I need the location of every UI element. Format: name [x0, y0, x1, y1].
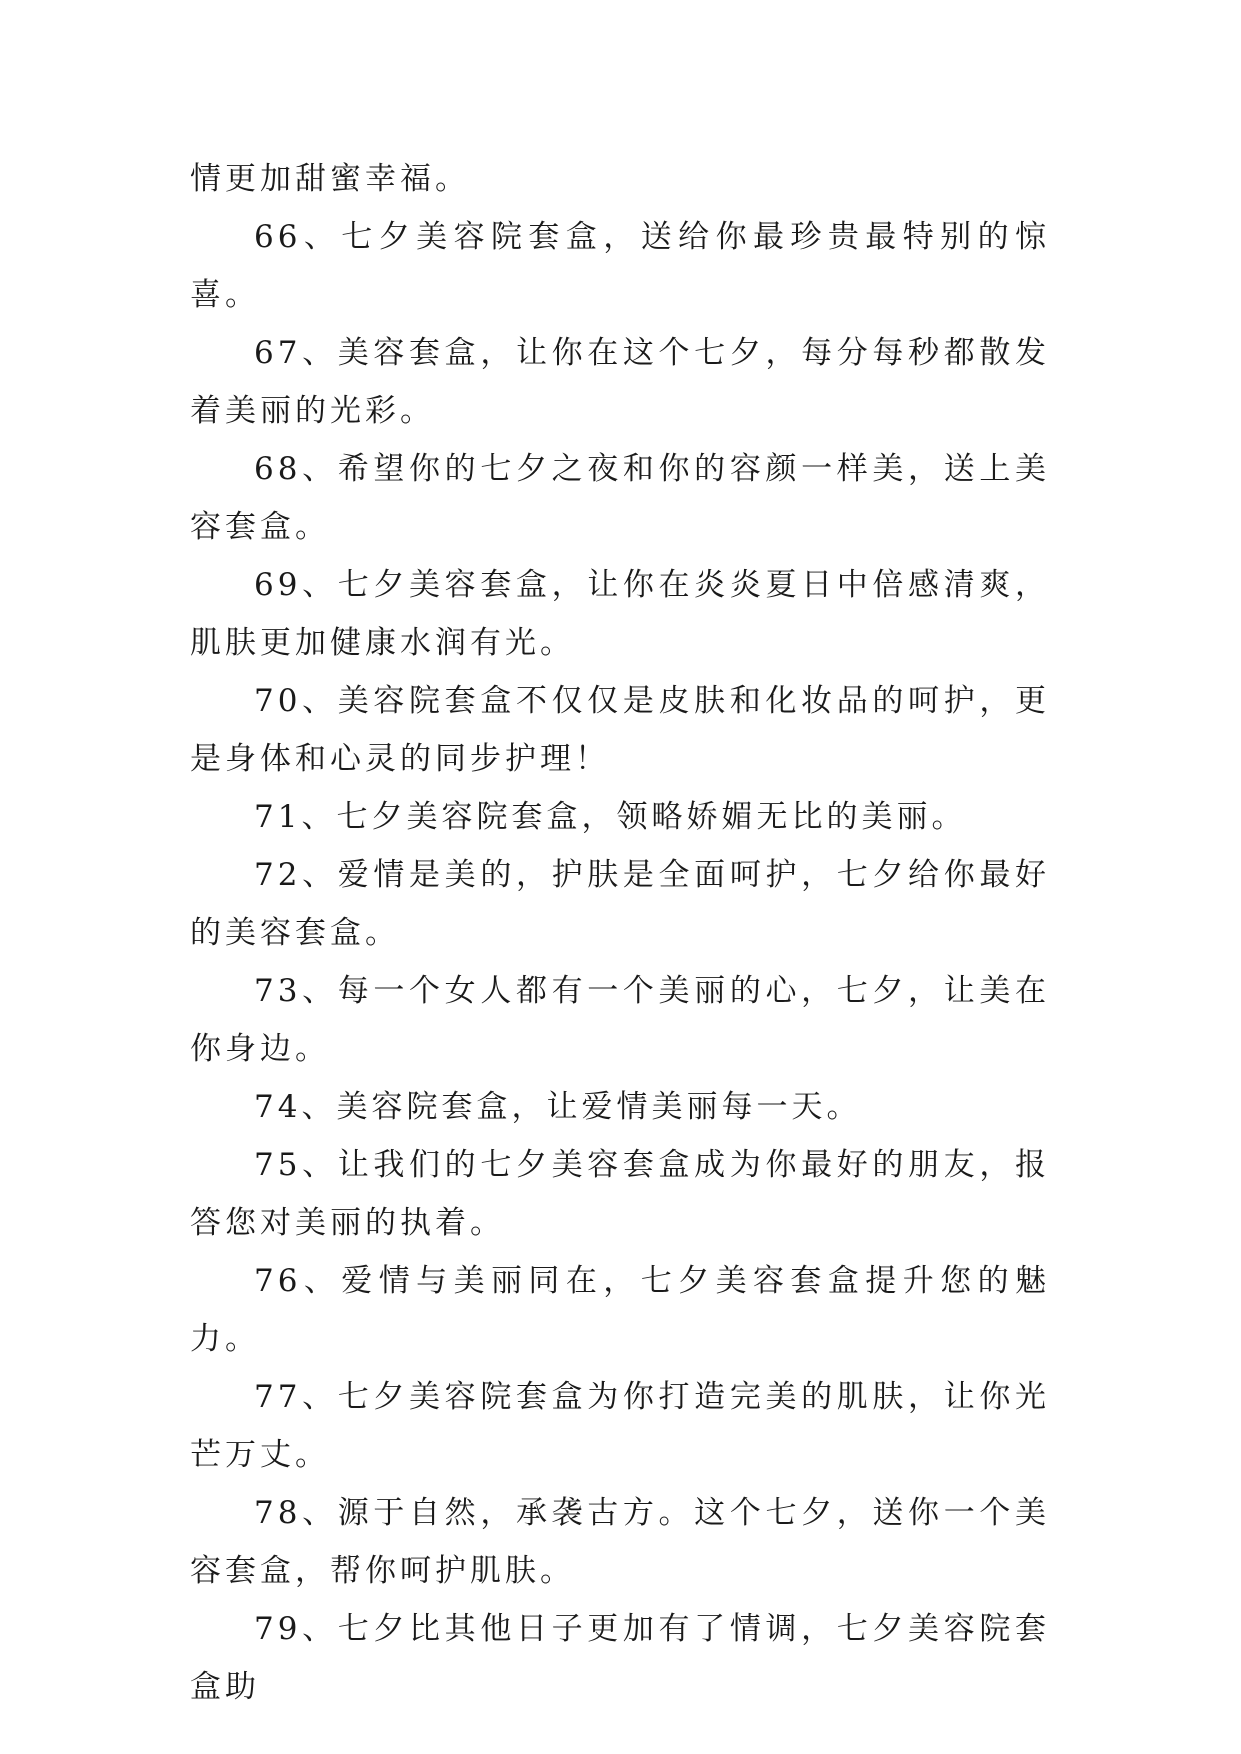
list-item-72: 72、爱情是美的，护肤是全面呵护，七夕给你最好的美容套盒。 — [190, 857, 1050, 951]
paragraph-continuation: 情更加甜蜜幸福。 — [190, 161, 470, 197]
list-item-68: 68、希望你的七夕之夜和你的容颜一样美，送上美容套盒。 — [190, 451, 1050, 545]
list-item-76: 76、爱情与美丽同在，七夕美容套盒提升您的魅力。 — [190, 1263, 1050, 1357]
list-item-69: 69、七夕美容套盒，让你在炎炎夏日中倍感清爽，肌肤更加健康水润有光。 — [190, 567, 1050, 661]
list-item-71: 71、七夕美容院套盒，领略娇媚无比的美丽。 — [254, 799, 967, 835]
document-body — [190, 150, 1050, 1716]
list-item-74: 74、美容院套盒，让爱情美丽每一天。 — [254, 1089, 862, 1125]
list-item-70: 70、美容院套盒不仅仅是皮肤和化妆品的呵护，更是身体和心灵的同步护理！ — [190, 683, 1050, 777]
list-item-66: 66、七夕美容院套盒，送给你最珍贵最特别的惊喜。 — [190, 219, 1050, 313]
list-item-79: 79、七夕比其他日子更加有了情调，七夕美容院套盒助 — [190, 1611, 1050, 1705]
list-item-73: 73、每一个女人都有一个美丽的心，七夕，让美在你身边。 — [190, 973, 1050, 1067]
list-item-78: 78、源于自然，承袭古方。这个七夕，送你一个美容套盒，帮你呵护肌肤。 — [190, 1495, 1050, 1589]
list-item-77: 77、七夕美容院套盒为你打造完美的肌肤，让你光芒万丈。 — [190, 1379, 1050, 1473]
list-item-75: 75、让我们的七夕美容套盒成为你最好的朋友，报答您对美丽的执着。 — [190, 1147, 1050, 1241]
list-item-67: 67、美容套盒，让你在这个七夕，每分每秒都散发着美丽的光彩。 — [190, 335, 1050, 429]
